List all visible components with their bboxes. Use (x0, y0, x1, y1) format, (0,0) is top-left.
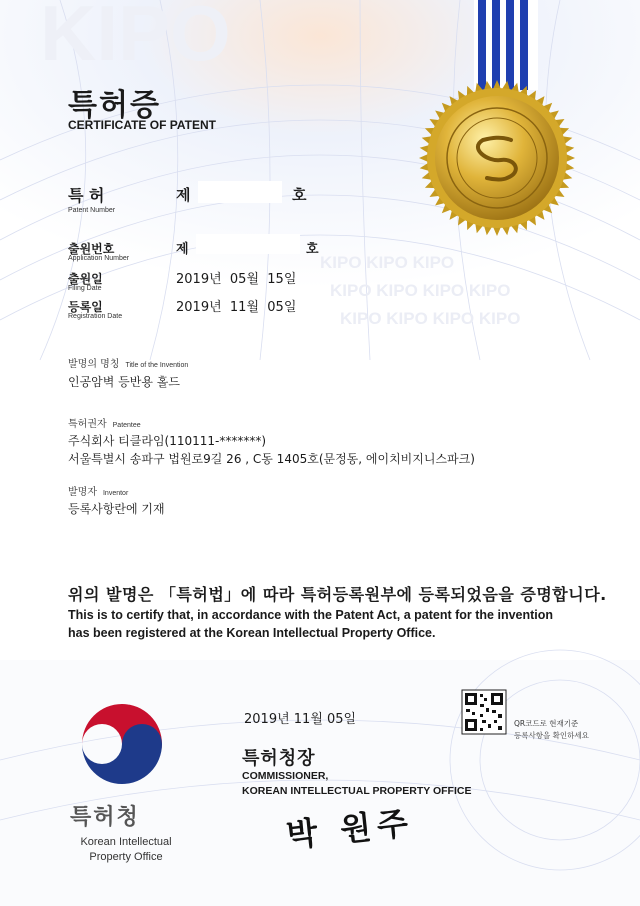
commissioner-title-en-line2: KOREAN INTELLECTUAL PROPERTY OFFICE (242, 785, 472, 797)
kipo-watermark: KIPO (40, 0, 231, 77)
inventor-label-ko: 발명자 (68, 487, 97, 498)
registration-date-label-en: Registration Date (68, 313, 123, 320)
application-number-label-en: Application Number (68, 255, 130, 262)
application-number-label-ko: 출원번호 (68, 242, 115, 256)
patentee-address: 서울특별시 송파구 법원로9길 26 , C동 1405호(문정동, 에이치비지니스파크) (68, 452, 475, 466)
patentee-name: 주식회사 티클라임(110111-*******) (68, 434, 267, 448)
invention-section-head (68, 355, 188, 370)
patent-number-prefix: 제 (176, 186, 191, 204)
issue-date: 2019년 11월 05일 (244, 712, 357, 727)
inventor-value: 등록사항란에 기재 (68, 502, 165, 516)
patentee-label-ko: 특허권자 (68, 419, 107, 430)
certificate-title-ko: 특허증 (68, 88, 161, 123)
patent-number-label-ko: 특 허 (68, 186, 105, 205)
qr-helper-line1: QR코드로 현재기준 (514, 719, 579, 728)
inventor-section-head (68, 483, 128, 498)
registration-date-value: 2019년 11월 05일 (176, 300, 297, 315)
commissioner-title-en-line1: COMMISSIONER, (242, 770, 329, 782)
office-name-en-line1: Korean Intellectual (80, 836, 172, 848)
commissioner-signature: 박 원주 (284, 803, 416, 855)
svg-text:KIPO KIPO KIPO KIPO: KIPO KIPO KIPO KIPO (340, 309, 521, 328)
filing-date-value: 2019년 05월 15일 (176, 272, 297, 287)
application-number-suffix: 호 (306, 242, 319, 257)
certification-statement-en-line2: has been registered at the Korean Intellectual Property Office. (68, 626, 436, 640)
ribbon-icon (474, 0, 538, 90)
qr-code-icon (462, 690, 506, 734)
patent-number-label-en: Patent Number (68, 207, 116, 214)
commissioner-title-ko: 특허청장 (242, 748, 316, 769)
qr-helper-line2: 등록사항을 확인하세요 (514, 731, 589, 740)
certification-statement-ko: 위의 발명은 「특허법」에 따라 특허등록원부에 등록되었음을 증명합니다. (68, 585, 607, 604)
patent-number-suffix: 호 (292, 186, 307, 204)
application-number-redaction (196, 234, 300, 254)
application-number-prefix: 제 (176, 242, 189, 257)
invention-label-en: Title of the Invention (125, 362, 189, 369)
inventor-label-en: Inventor (102, 490, 129, 497)
certificate-title-en: CERTIFICATE OF PATENT (68, 118, 216, 132)
filing-date-label-en: Filing Date (68, 285, 102, 292)
invention-label-ko: 발명의 명칭 (68, 359, 120, 370)
gold-seal-icon (419, 80, 575, 236)
patentee-label-en: Patentee (112, 422, 141, 429)
patent-number-redaction (198, 181, 282, 203)
certification-statement-en-line1: This is to certify that, in accordance with the Patent Act, a patent for the invention (68, 608, 554, 622)
registration-date-label-ko: 등록일 (68, 300, 103, 314)
filing-date-label-ko: 출원일 (68, 272, 103, 286)
office-name-ko: 특허청 (70, 805, 140, 830)
svg-text:KIPO KIPO KIPO: KIPO KIPO KIPO (320, 253, 455, 272)
invention-title-value: 인공암벽 등반용 홀드 (68, 375, 180, 389)
patentee-section-head (68, 415, 141, 430)
svg-text:KIPO KIPO KIPO KIPO: KIPO KIPO KIPO KIPO (330, 281, 511, 300)
office-name-en-line2: Property Office (89, 851, 163, 863)
